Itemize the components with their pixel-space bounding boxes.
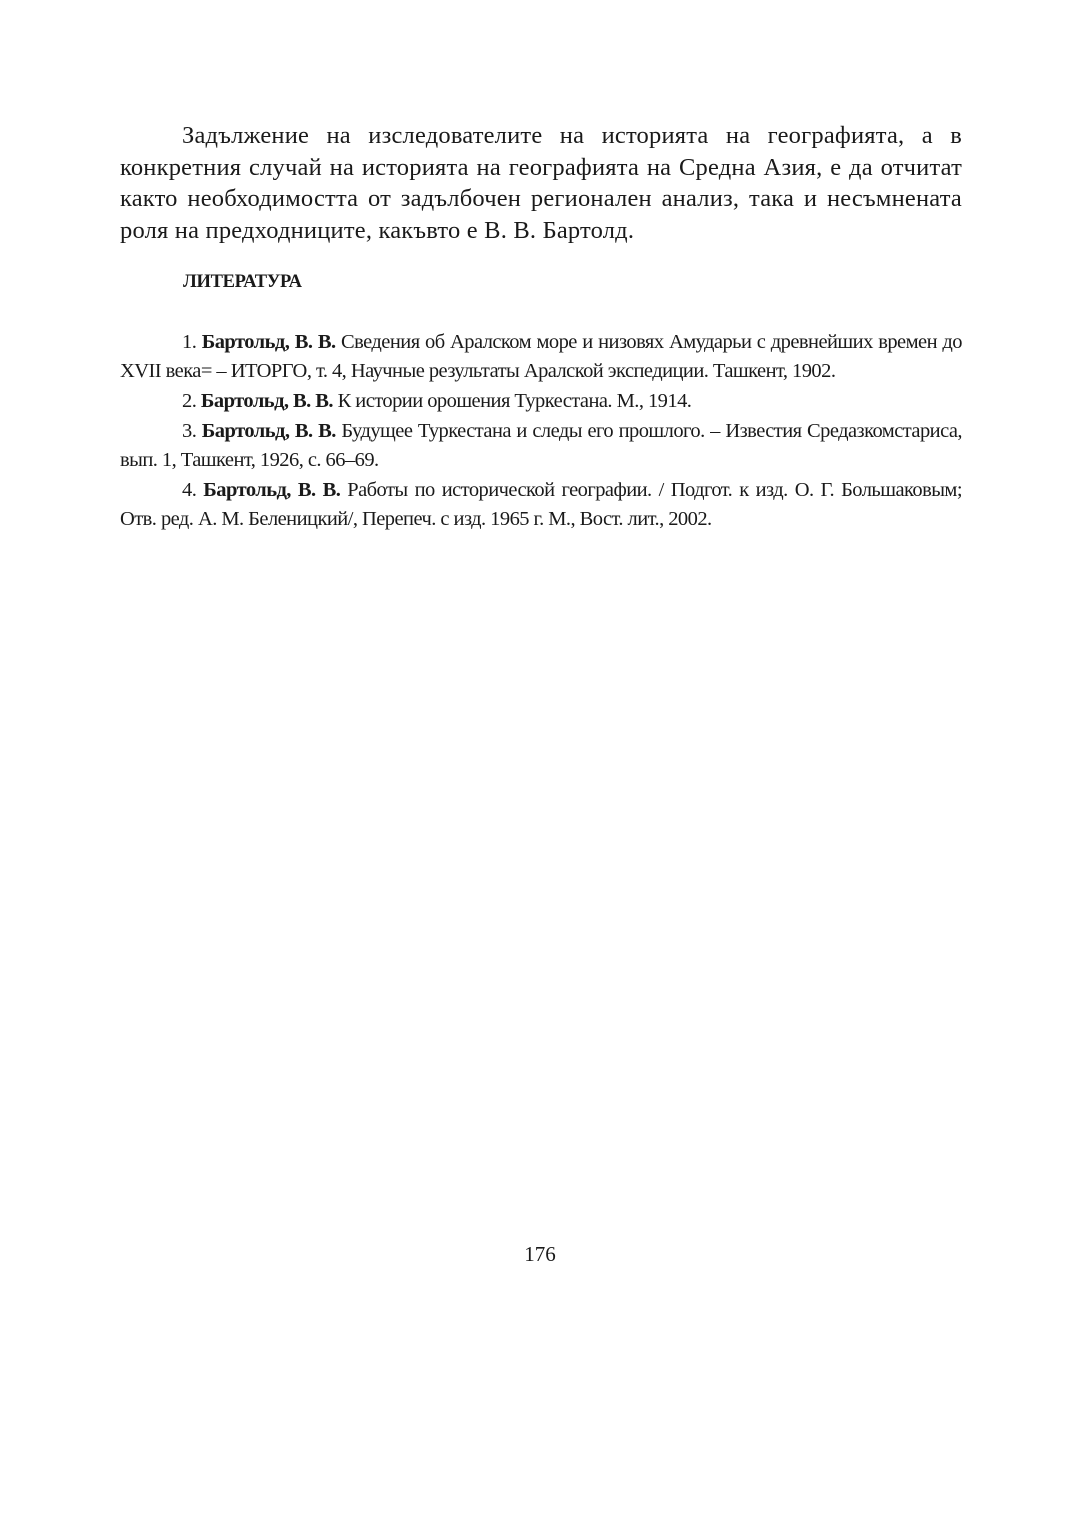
reference-number: 3. [182, 420, 197, 442]
reference-text: Сведения об Аралском море и низовях Амударьи с древнейших времен до XVII века= – ИТОРГО, т. 4, Научные результаты Аралской экспедиции. Ташкент, 1902. [120, 331, 962, 382]
reference-item [120, 476, 962, 534]
reference-author: Бартольд, В. В. [201, 331, 336, 353]
reference-author: Бартольд, В. В. [201, 420, 336, 442]
reference-number: 4. [182, 479, 197, 501]
reference-text: Работы по исторической географии. / Подгот. к изд. О. Г. Большаковым; Отв. ред. А. М. Беленицкий/, Перепеч. с изд. 1965 г. М., Вост. лит., 2002. [120, 479, 962, 530]
reference-number: 2. [182, 390, 197, 412]
literature-heading: ЛИТЕРАТУРА [183, 272, 302, 292]
reference-author: Бартольд, В. В. [203, 479, 341, 501]
body-paragraph: Задължение на изследователите на историята на географията, а в конкретния случай на историята на географията на Средна Азия, е да отчитат както необходимостта от задълбочен регионален анализ, така и несъмнената роля на предходниците, какъвто е В. В. Бартолд. [120, 122, 962, 244]
reference-item [120, 328, 962, 386]
reference-item [120, 387, 962, 416]
reference-number: 1. [182, 331, 197, 353]
page-number: 176 [524, 1242, 556, 1266]
reference-list [120, 328, 962, 534]
reference-text: К истории орошения Туркестана. М., 1914. [337, 390, 692, 412]
reference-author: Бартольд, В. В. [200, 390, 334, 412]
reference-text: Будущее Туркестана и следы его прошлого. – Известия Средазкомстариса, вып. 1, Ташкент, 1926, с. 66–69. [120, 420, 962, 471]
reference-item [120, 417, 962, 475]
